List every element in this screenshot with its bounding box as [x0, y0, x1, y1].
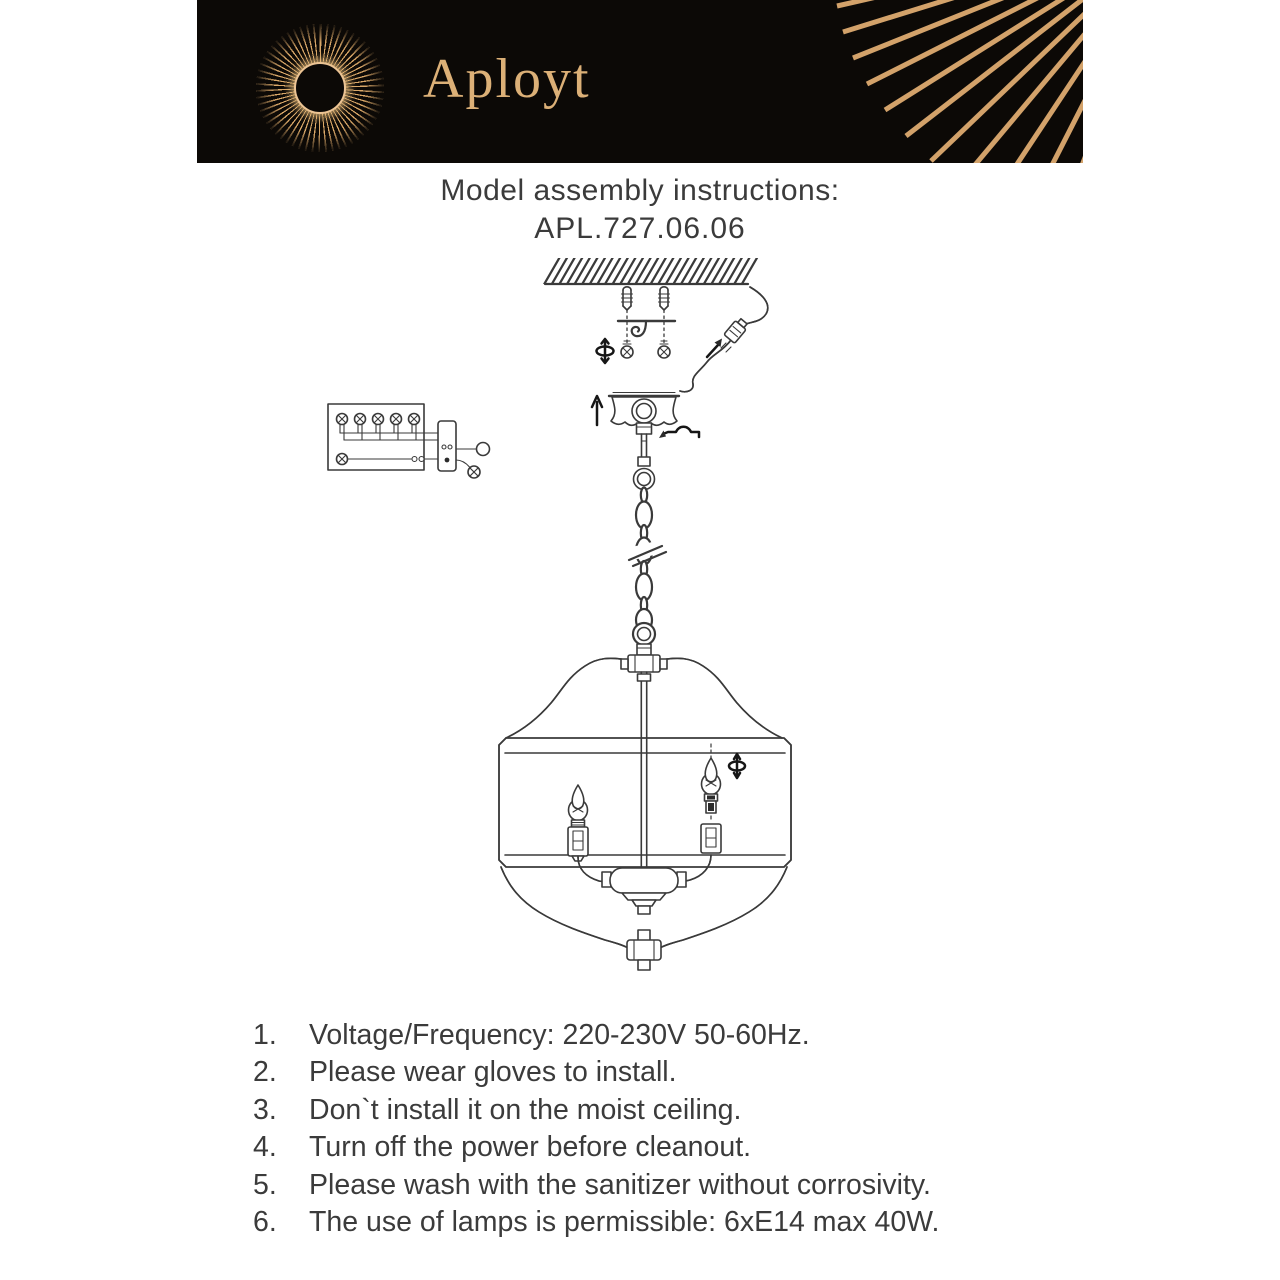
lamp-socket	[568, 827, 588, 861]
instruction-text: Please wear gloves to install.	[309, 1056, 677, 1089]
mounting-screw	[659, 287, 670, 345]
neutral-terminal	[477, 443, 490, 456]
lamp-symbol	[409, 414, 420, 441]
instruction-text: Don`t install it on the moist ceiling.	[309, 1093, 742, 1126]
top-hub	[628, 655, 660, 672]
instruction-text: Voltage/Frequency: 220-230V 50-60Hz.	[309, 1019, 810, 1051]
up-arrow-icon	[592, 396, 602, 425]
chandelier	[499, 623, 791, 970]
instruction-item	[253, 1092, 939, 1129]
center-rod	[641, 672, 646, 868]
instruction-number: 3.	[253, 1093, 277, 1126]
rotate-bulb-symbol-icon	[729, 754, 745, 778]
suspension-chain	[625, 488, 666, 632]
hook-over-arrow-icon	[659, 427, 699, 438]
instruction-item	[253, 1129, 939, 1166]
power-cable	[680, 287, 768, 392]
instruction-text: Turn off the power before cleanout.	[309, 1131, 752, 1164]
stem-rod	[642, 434, 647, 457]
lamp-symbol	[355, 414, 366, 441]
candle-bulb	[569, 785, 588, 827]
cable-connector	[724, 317, 750, 344]
instruction-item	[253, 1204, 939, 1241]
lamp-symbol	[468, 466, 480, 478]
instruction-item	[253, 1054, 939, 1091]
bottom-finial	[627, 930, 661, 970]
lamp-symbol	[337, 454, 348, 465]
instruction-number: 6.	[253, 1206, 277, 1239]
lantern-frame	[499, 738, 791, 867]
lamp-socket	[701, 824, 721, 853]
instruction-item	[253, 1017, 939, 1054]
mounting-screw	[622, 287, 633, 345]
hanger-neck	[637, 644, 651, 655]
wiring-schematic	[328, 404, 490, 478]
center-body	[602, 868, 686, 914]
instruction-number: 1.	[253, 1019, 277, 1051]
canopy-neck	[637, 423, 652, 434]
wall-anchor	[621, 341, 633, 358]
terminal-block	[438, 421, 456, 471]
brand-wordmark: Aployt	[423, 48, 591, 110]
instructions-list	[253, 1017, 939, 1241]
mounting-hardware	[597, 287, 676, 363]
candle-bulb	[702, 758, 721, 813]
lamp-symbol	[391, 414, 402, 441]
rotate-screw-symbol-icon	[597, 339, 614, 363]
ceiling-hatch	[545, 271, 752, 284]
instruction-text: The use of lamps is permissible: 6xE14 max 40W.	[309, 1206, 940, 1239]
rod-joint	[638, 457, 650, 466]
instruction-number: 4.	[253, 1131, 277, 1164]
lamp-symbol	[337, 414, 348, 441]
model-number: APL.727.06.06	[534, 212, 746, 245]
instruction-number: 2.	[253, 1056, 277, 1089]
lamp-symbol	[373, 414, 384, 441]
canopy	[592, 393, 699, 490]
page-title: Model assembly instructions:	[440, 174, 840, 207]
ceiling-hook-icon	[632, 321, 646, 336]
instruction-number: 5.	[253, 1168, 277, 1201]
wall-anchor	[658, 341, 670, 358]
instruction-item	[253, 1167, 939, 1204]
instruction-text: Please wash with the sanitizer without corrosivity.	[309, 1168, 931, 1201]
